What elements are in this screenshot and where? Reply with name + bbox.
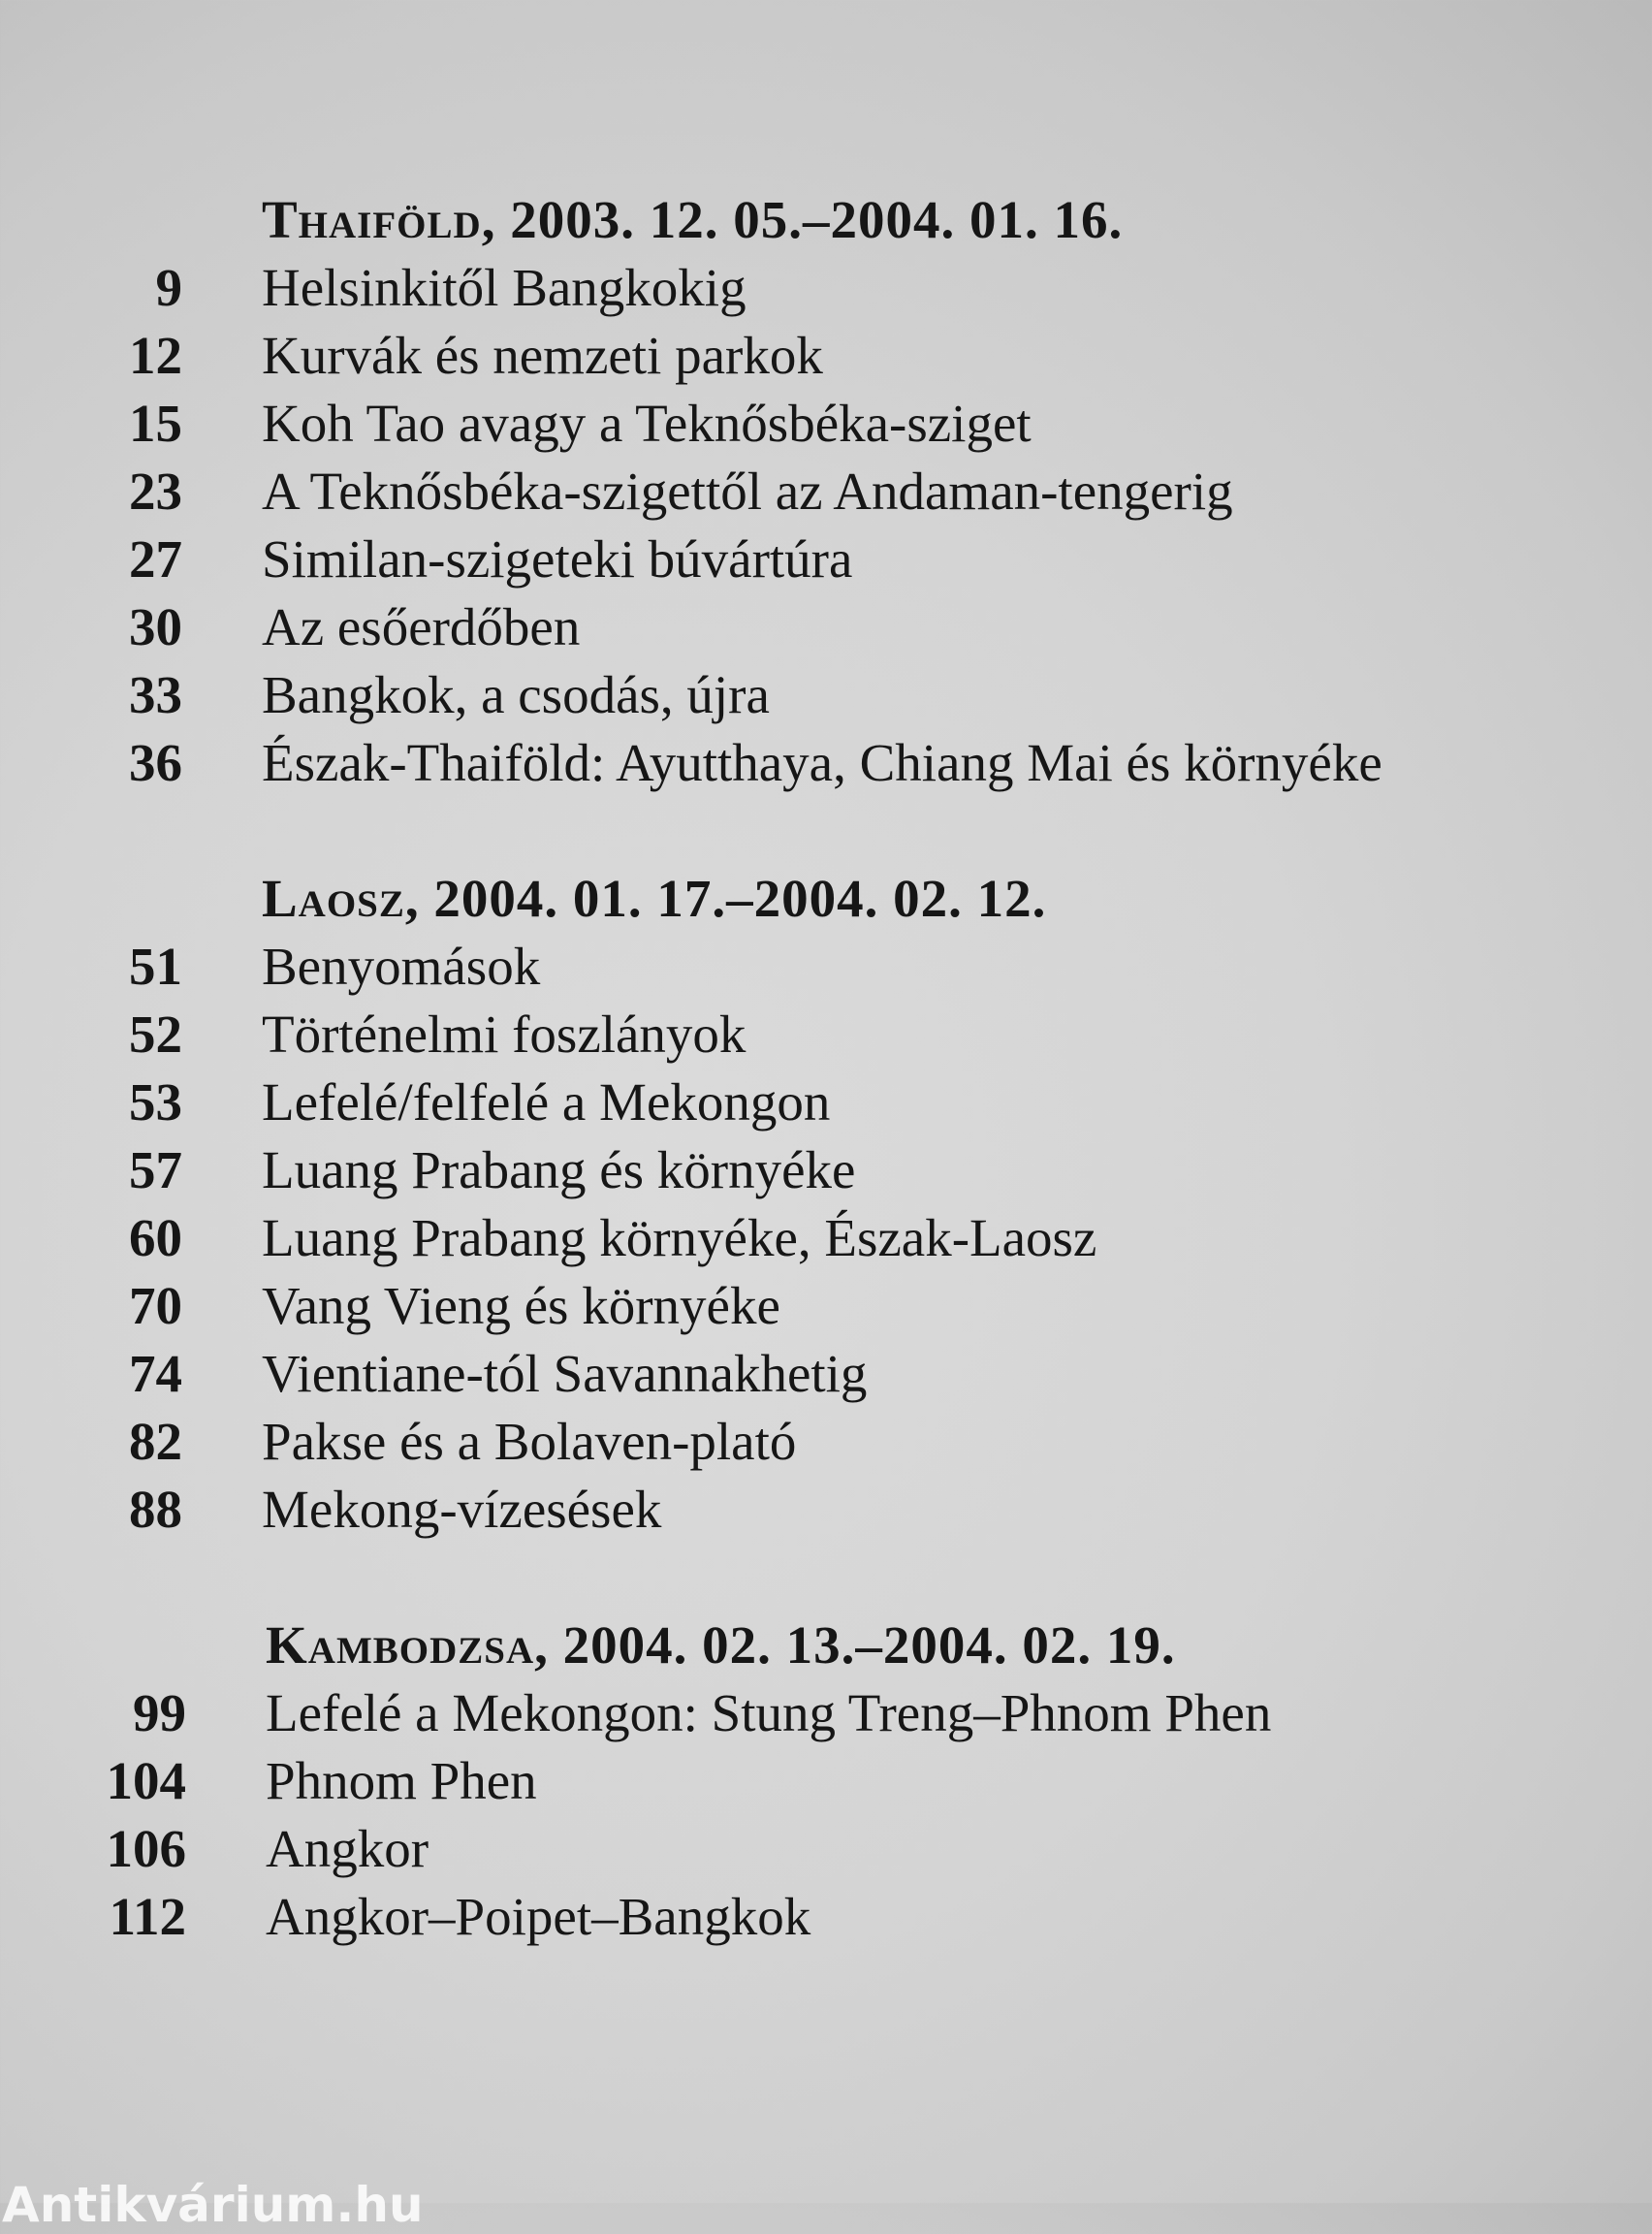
toc-entry bbox=[0, 1001, 1551, 1069]
entry-title: Koh Tao avagy a Teknősbéka-sziget bbox=[262, 394, 1032, 453]
toc-entry bbox=[0, 458, 1551, 526]
toc-entry bbox=[4, 1747, 1555, 1815]
toc-entry bbox=[0, 1069, 1551, 1136]
toc-entry bbox=[0, 390, 1551, 458]
toc-entry bbox=[0, 729, 1551, 797]
page-number: 30 bbox=[129, 597, 182, 656]
page-number: 74 bbox=[129, 1344, 182, 1403]
section-thailand bbox=[0, 186, 1551, 797]
watermark: Antikvárium.hu bbox=[2, 2177, 424, 2233]
toc-entry bbox=[0, 526, 1551, 593]
entry-title: Angkor bbox=[266, 1819, 429, 1878]
toc-entry bbox=[0, 593, 1551, 661]
page-number: 27 bbox=[129, 529, 182, 589]
entry-title: Vientiane-tól Savannakhetig bbox=[262, 1344, 868, 1403]
entry-title: Lefelé/felfelé a Mekongon bbox=[262, 1072, 831, 1132]
page-number: 106 bbox=[106, 1819, 186, 1878]
page-number: 57 bbox=[129, 1140, 182, 1199]
entry-title: Similan-szigeteki búvártúra bbox=[262, 529, 853, 589]
entry-title: Benyomások bbox=[262, 937, 541, 996]
entry-title: Luang Prabang környéke, Észak-Laosz bbox=[262, 1208, 1097, 1267]
entry-title: Lefelé a Mekongon: Stung Treng–Phnom Phen bbox=[266, 1683, 1272, 1742]
entry-title: A Teknősbéka-szigettől az Andaman-tengerig bbox=[262, 462, 1233, 521]
page-number: 15 bbox=[129, 394, 182, 453]
page-number: 51 bbox=[129, 937, 182, 996]
entry-title: Pakse és a Bolaven-plató bbox=[262, 1412, 797, 1471]
page-number: 70 bbox=[129, 1276, 182, 1335]
toc-entry bbox=[0, 1408, 1551, 1476]
section-heading: Kambodzsa, 2004. 02. 13.–2004. 02. 19. bbox=[266, 1615, 1176, 1675]
page-number: 12 bbox=[129, 326, 182, 385]
section-heading: Laosz, 2004. 01. 17.–2004. 02. 12. bbox=[262, 869, 1047, 928]
page-number: 36 bbox=[129, 733, 182, 792]
entry-title: Az esőerdőben bbox=[262, 597, 581, 656]
page-number: 60 bbox=[129, 1208, 182, 1267]
toc-entry bbox=[0, 1272, 1551, 1340]
entry-title: Kurvák és nemzeti parkok bbox=[262, 326, 823, 385]
page-number: 82 bbox=[129, 1412, 182, 1471]
toc-entry bbox=[0, 1476, 1551, 1544]
toc-entry bbox=[4, 1815, 1555, 1883]
section-laos bbox=[0, 865, 1551, 1544]
entry-title: Vang Vieng és környéke bbox=[262, 1276, 780, 1335]
section-heading: Thaiföld, 2003. 12. 05.–2004. 01. 16. bbox=[262, 190, 1124, 249]
toc-entry bbox=[0, 254, 1551, 322]
entry-title: Mekong-vízesések bbox=[262, 1480, 662, 1539]
page-number: 53 bbox=[129, 1072, 182, 1132]
section-cambodia bbox=[4, 1612, 1555, 1951]
page-number: 52 bbox=[129, 1005, 182, 1064]
page-number: 104 bbox=[106, 1751, 186, 1810]
page-number: 33 bbox=[129, 665, 182, 724]
entry-title: Bangkok, a csodás, újra bbox=[262, 665, 770, 724]
toc-entry bbox=[0, 322, 1551, 390]
entry-title: Luang Prabang és környéke bbox=[262, 1140, 856, 1199]
entry-title: Angkor–Poipet–Bangkok bbox=[266, 1887, 811, 1946]
page-number: 9 bbox=[155, 258, 182, 317]
toc-entry bbox=[0, 933, 1551, 1001]
table-of-contents bbox=[0, 186, 1551, 1951]
entry-title: Helsinkitől Bangkokig bbox=[262, 258, 747, 317]
page-number: 23 bbox=[129, 462, 182, 521]
entry-title: Észak-Thaiföld: Ayutthaya, Chiang Mai és környéke bbox=[262, 733, 1382, 792]
toc-entry bbox=[0, 1204, 1551, 1272]
page-number: 99 bbox=[133, 1683, 186, 1742]
page-number: 112 bbox=[109, 1887, 186, 1946]
entry-title: Történelmi foszlányok bbox=[262, 1005, 747, 1064]
toc-entry bbox=[0, 661, 1551, 729]
toc-entry bbox=[0, 1136, 1551, 1204]
entry-title: Phnom Phen bbox=[266, 1751, 537, 1810]
toc-entry bbox=[4, 1883, 1555, 1951]
toc-entry bbox=[4, 1679, 1555, 1747]
watermark-area bbox=[0, 2177, 446, 2233]
toc-entry bbox=[0, 1340, 1551, 1408]
page-number: 88 bbox=[129, 1480, 182, 1539]
